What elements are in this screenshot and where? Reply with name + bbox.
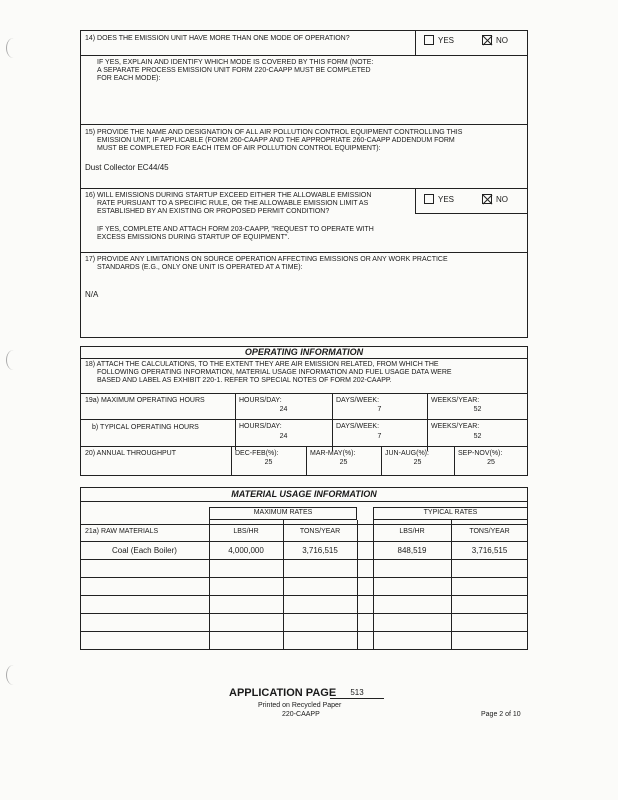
q16-no-label: NO xyxy=(496,195,508,204)
divider xyxy=(80,501,528,502)
typ-lbs-hr-header: LBS/HR xyxy=(399,528,425,535)
q16-yes-label: YES xyxy=(438,195,455,204)
row-divider xyxy=(80,559,528,560)
divider xyxy=(415,213,528,214)
raw-materials-label: 21a) RAW MATERIALS xyxy=(85,528,159,535)
q16-no-checkbox[interactable] xyxy=(482,194,492,204)
q14-no-checkbox[interactable] xyxy=(482,35,492,45)
mar-may-value[interactable]: 25 xyxy=(339,459,348,466)
max-tons-year-cell[interactable]: 3,716,515 xyxy=(302,546,338,555)
divider xyxy=(80,393,528,394)
typ-tons-year-header: TONS/YEAR xyxy=(469,528,510,535)
q18-text: 18) ATTACH THE CALCULATIONS, TO THE EXTENT THEY ARE AIR EMISSION RELATED, FROM WHICH THE xyxy=(85,361,439,368)
q14-instruction: IF YES, EXPLAIN AND IDENTIFY WHICH MODE IS COVERED BY THIS FORM (NOTE: xyxy=(97,59,374,66)
jun-aug-label: JUN-AUG(%): xyxy=(385,450,429,457)
divider xyxy=(80,55,528,56)
material-usage-title: MATERIAL USAGE INFORMATION xyxy=(231,489,377,499)
weeks-year-label: WEEKS/YEAR: xyxy=(431,423,480,430)
max-days-week-value[interactable]: 7 xyxy=(377,406,382,413)
divider xyxy=(415,188,416,213)
application-page-number: 513 xyxy=(350,688,364,697)
divider xyxy=(427,393,428,451)
binder-hole-mark xyxy=(6,38,21,58)
typ-tons-year-cell[interactable]: 3,716,515 xyxy=(471,546,508,555)
page-number-underline xyxy=(330,698,384,699)
typ-lbs-hr-cell[interactable]: 848,519 xyxy=(397,546,427,555)
days-week-label: DAYS/WEEK: xyxy=(336,397,380,404)
max-lbs-hr-header: LBS/HR xyxy=(233,528,259,535)
typ-hours-day-value[interactable]: 24 xyxy=(279,433,288,440)
page-indicator: Page 2 of 10 xyxy=(481,711,521,718)
q15-question: 15) PROVIDE THE NAME AND DESIGNATION OF ALL AIR POLLUTION CONTROL EQUIPMENT CONTROLLING THIS xyxy=(85,129,463,136)
q15-question: MUST BE COMPLETED FOR EACH ITEM OF AIR POLLUTION CONTROL EQUIPMENT): xyxy=(97,145,381,152)
divider xyxy=(415,30,416,55)
max-tons-year-header: TONS/YEAR xyxy=(299,528,341,535)
row-divider xyxy=(80,595,528,596)
q16-question: RATE PURSUANT TO A SPECIFIC RULE, OR THE ALLOWABLE EMISSION LIMIT AS xyxy=(97,200,369,207)
divider xyxy=(80,446,528,447)
q17-answer[interactable]: N/A xyxy=(85,290,99,299)
q14-instruction: FOR EACH MODE): xyxy=(97,75,161,82)
typ-rates-label: TYPICAL RATES xyxy=(423,509,478,516)
q14-yes-checkbox[interactable] xyxy=(424,35,434,45)
row-divider xyxy=(80,631,528,632)
divider xyxy=(80,524,528,525)
application-page-label: APPLICATION PAGE xyxy=(229,687,337,699)
hours-day-label: HOURS/DAY: xyxy=(239,397,282,404)
throughput-label: 20) ANNUAL THROUGHPUT xyxy=(85,450,177,457)
divider xyxy=(332,393,333,451)
q16-instruction: EXCESS EMISSIONS DURING STARTUP OF EQUIPMENT". xyxy=(97,234,290,241)
q18-text: BASED AND LABEL AS EXHIBIT 220-1. REFER TO SPECIAL NOTES OF FORM 202-CAAPP. xyxy=(97,377,392,384)
divider xyxy=(80,188,528,189)
max-rates-label: MAXIMUM RATES xyxy=(253,509,313,516)
divider xyxy=(80,124,528,125)
typ-days-week-value[interactable]: 7 xyxy=(377,433,382,440)
max-hours-day-value[interactable]: 24 xyxy=(279,406,288,413)
q15-question: EMISSION UNIT, IF APPLICABLE (FORM 260-CAAPP AND THE APPROPRIATE 260-CAAPP ADDENDUM FORM xyxy=(97,137,455,144)
q14-question: 14) DOES THE EMISSION UNIT HAVE MORE THAN ONE MODE OF OPERATION? xyxy=(85,35,350,42)
q15-answer[interactable]: Dust Collector EC44/45 xyxy=(85,163,169,172)
divider xyxy=(80,252,528,253)
sep-nov-value[interactable]: 25 xyxy=(487,459,495,466)
q14-no-label: NO xyxy=(496,36,508,45)
sep-nov-label: SEP-NOV(%): xyxy=(458,450,503,457)
jun-aug-value[interactable]: 25 xyxy=(413,459,422,466)
q17-question: STANDARDS (E.G., ONLY ONE UNIT IS OPERATED AT A TIME): xyxy=(97,264,303,271)
mar-may-label: MAR-MAY(%): xyxy=(310,450,356,457)
divider xyxy=(80,541,528,542)
divider xyxy=(80,358,528,359)
row-divider xyxy=(80,577,528,578)
weeks-year-label: WEEKS/YEAR: xyxy=(431,397,480,404)
dec-feb-value[interactable]: 25 xyxy=(264,459,273,466)
max-hours-label: 19a) MAXIMUM OPERATING HOURS xyxy=(85,397,205,404)
days-week-label: DAYS/WEEK: xyxy=(336,423,380,430)
binder-hole-mark xyxy=(6,350,21,370)
q14-yes-label: YES xyxy=(438,36,455,45)
q16-question: ESTABLISHED BY AN EXISTING OR PROPOSED PERMIT CONDITION? xyxy=(97,208,330,215)
q16-instruction: IF YES, COMPLETE AND ATTACH FORM 203-CAAPP, "REQUEST TO OPERATE WITH xyxy=(97,226,374,233)
q16-question: 16) WILL EMISSIONS DURING STARTUP EXCEED EITHER THE ALLOWABLE EMISSION xyxy=(85,192,372,199)
q16-yes-checkbox[interactable] xyxy=(424,194,434,204)
printed-on-recycled: Printed on Recycled Paper xyxy=(258,702,342,709)
q17-question: 17) PROVIDE ANY LIMITATIONS ON SOURCE OPERATION AFFECTING EMISSIONS OR ANY WORK PRACTICE xyxy=(85,256,448,263)
typ-hours-label: b) TYPICAL OPERATING HOURS xyxy=(92,424,199,431)
operating-info-title: OPERATING INFORMATION xyxy=(244,347,364,357)
binder-hole-mark xyxy=(6,665,21,685)
q18-text: FOLLOWING OPERATING INFORMATION, MATERIAL USAGE INFORMATION AND FUEL USAGE DATA WERE xyxy=(97,369,452,376)
hours-day-label: HOURS/DAY: xyxy=(239,423,282,430)
material-name-cell[interactable]: Coal (Each Boiler) xyxy=(112,546,177,555)
form-id: 220-CAAPP xyxy=(282,711,320,718)
max-lbs-hr-cell[interactable]: 4,000,000 xyxy=(228,546,264,555)
typ-weeks-year-value[interactable]: 52 xyxy=(473,433,482,440)
row-divider xyxy=(80,613,528,614)
dec-feb-label: DEC-FEB(%): xyxy=(235,450,279,457)
q14-instruction: A SEPARATE PROCESS EMISSION UNIT FORM 220-CAAPP MUST BE COMPLETED xyxy=(97,67,371,74)
divider xyxy=(80,419,528,420)
max-weeks-year-value[interactable]: 52 xyxy=(473,406,482,413)
